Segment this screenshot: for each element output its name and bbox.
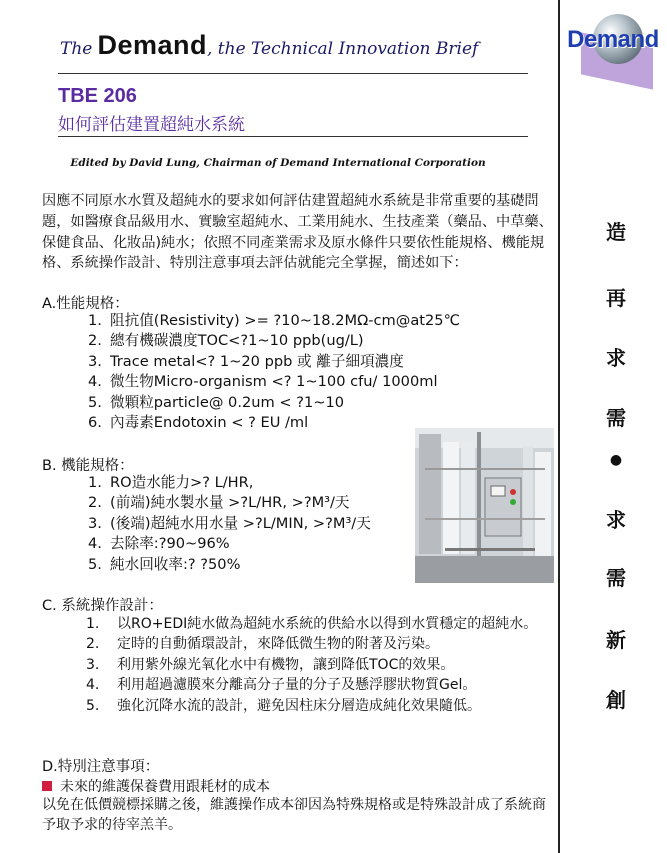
item-number: 4. bbox=[88, 535, 102, 553]
list-item bbox=[88, 393, 528, 413]
item-number: 3. bbox=[88, 514, 102, 532]
item-number: 1. bbox=[88, 474, 102, 491]
item-text: 微顆粒particle@ 0.2um < ?1~10 bbox=[110, 393, 345, 411]
item-text: 利用超過濾膜來分離高分子量的分子及懸浮膠狀物質Gel。 bbox=[117, 677, 477, 694]
slogan-char: 求 bbox=[606, 508, 626, 532]
list-item bbox=[88, 473, 408, 493]
vertical-divider bbox=[558, 0, 560, 853]
list-item bbox=[86, 696, 548, 716]
ultrapure-water-system-image bbox=[415, 428, 554, 583]
red-square-bullet-icon bbox=[42, 781, 52, 791]
item-text: (前端)純水製水量 >?L/HR, >?M³/天 bbox=[110, 494, 350, 512]
item-number: 2. bbox=[88, 494, 102, 512]
masthead bbox=[60, 30, 478, 61]
slogan-char: 新 bbox=[606, 628, 626, 652]
section-c-title: C. 系統操作設計： bbox=[42, 598, 163, 614]
item-number: 1. bbox=[86, 616, 100, 632]
item-text: 微生物Micro-organism <? 1~100 cfu/ 1000ml bbox=[110, 373, 438, 391]
section-d-title: D.特別注意事項： bbox=[42, 759, 160, 775]
section-a-title: A.性能規格： bbox=[42, 296, 129, 312]
list-item bbox=[88, 514, 408, 534]
slogan-char: 創 bbox=[606, 688, 626, 712]
editor-credit: Edited by David Lung, Chairman of Demand International Corporation bbox=[70, 157, 486, 169]
item-text: 去除率:?90~96% bbox=[110, 535, 230, 553]
item-text: 內毒素Endotoxin < ? EU /ml bbox=[110, 414, 309, 432]
section-a-list bbox=[88, 311, 528, 433]
section-d-bullet bbox=[42, 776, 270, 796]
header-rule-top bbox=[58, 73, 528, 74]
slogan-char: 再 bbox=[606, 286, 626, 310]
section-b-title: B. 機能規格： bbox=[42, 458, 134, 474]
list-item bbox=[86, 614, 548, 634]
item-number: 5. bbox=[88, 555, 102, 573]
item-text: 定時的自動循環設計，來降低微生物的附著及污染。 bbox=[117, 636, 439, 653]
item-number: 5. bbox=[86, 697, 100, 714]
list-item bbox=[86, 634, 548, 654]
item-number: 3. bbox=[88, 352, 102, 370]
slogan-char: 需 bbox=[606, 406, 626, 430]
section-b-list bbox=[88, 473, 408, 575]
header-rule-bottom bbox=[58, 136, 528, 137]
item-number: 3. bbox=[86, 656, 100, 673]
masthead-tagline: , the Technical Innovation Brief bbox=[206, 39, 479, 59]
slogan-dot: ● bbox=[609, 452, 623, 468]
list-item bbox=[88, 493, 408, 513]
item-text: (後端)超純水用水量 >?L/MIN, >?M³/天 bbox=[110, 514, 371, 532]
item-text: 利用紫外線光氧化水中有機物，讓到降低TOC的效果。 bbox=[117, 656, 455, 673]
list-item bbox=[88, 331, 528, 351]
item-text: 純水回收率:? ?50% bbox=[110, 555, 241, 573]
slogan-char: 造 bbox=[606, 220, 626, 244]
item-number: 4. bbox=[88, 373, 102, 391]
item-text: RO造水能力>? L/HR, bbox=[110, 474, 254, 491]
list-item bbox=[88, 534, 408, 554]
slogan-char: 求 bbox=[606, 346, 626, 370]
logo-text: Demand bbox=[567, 26, 659, 53]
document-title: 如何評估建置超純水系統 bbox=[58, 115, 245, 135]
list-item bbox=[88, 372, 528, 392]
item-text: Trace metal<? 1~20 ppb 或 離子細項濃度 bbox=[110, 352, 404, 370]
item-text: 以RO+EDI純水做為超純水系統的供給水以得到水質穩定的超純水。 bbox=[117, 616, 538, 632]
section-c-list bbox=[86, 614, 548, 716]
masthead-brand: Demand bbox=[97, 30, 207, 60]
equipment-photo bbox=[415, 428, 554, 583]
item-number: 4. bbox=[86, 677, 100, 694]
item-number: 5. bbox=[88, 393, 102, 411]
list-item bbox=[88, 555, 408, 575]
tbe-number: TBE 206 bbox=[58, 85, 137, 107]
masthead-prefix: The bbox=[60, 39, 93, 59]
demand-logo bbox=[563, 10, 663, 86]
item-text: 阻抗值(Resistivity) >= ?10~18.2MΩ-cm@at25℃ bbox=[110, 312, 460, 329]
bullet-text: 未來的維護保養費用跟耗材的成本 bbox=[60, 779, 270, 795]
list-item bbox=[86, 655, 548, 675]
item-number: 6. bbox=[88, 414, 102, 432]
list-item bbox=[88, 311, 528, 331]
intro-paragraph: 因應不同原水水質及超純水的要求如何評估建置超純水系統是非常重要的基礎問題，如醫療食品級用水、實驗室超純水、工業用純水、生技產業（藥品、中草藥、保健食品、化妝品)純水；依照不同產業需求及原水條件只要依性能規格、機能規格、系統操作設計、特別注意事項去評估就能完全掌握，簡述如下： bbox=[42, 193, 553, 272]
list-item bbox=[86, 675, 548, 695]
item-number: 1. bbox=[88, 312, 102, 329]
slogan-char: 需 bbox=[606, 566, 626, 590]
item-text: 總有機碳濃度TOC<?1~10 ppb(ug/L) bbox=[110, 332, 364, 350]
item-number: 2. bbox=[88, 332, 102, 350]
closing-paragraph: 以免在低價競標採購之後，維護操作成本卻因為特殊規格或是特殊設計成了系統商予取予求的待宰羔羊。 bbox=[42, 797, 546, 834]
item-number: 2. bbox=[86, 636, 100, 653]
list-item bbox=[88, 352, 528, 372]
item-text: 強化沉降水流的設計，避免因柱床分層造成純化效果隨低。 bbox=[117, 697, 481, 714]
